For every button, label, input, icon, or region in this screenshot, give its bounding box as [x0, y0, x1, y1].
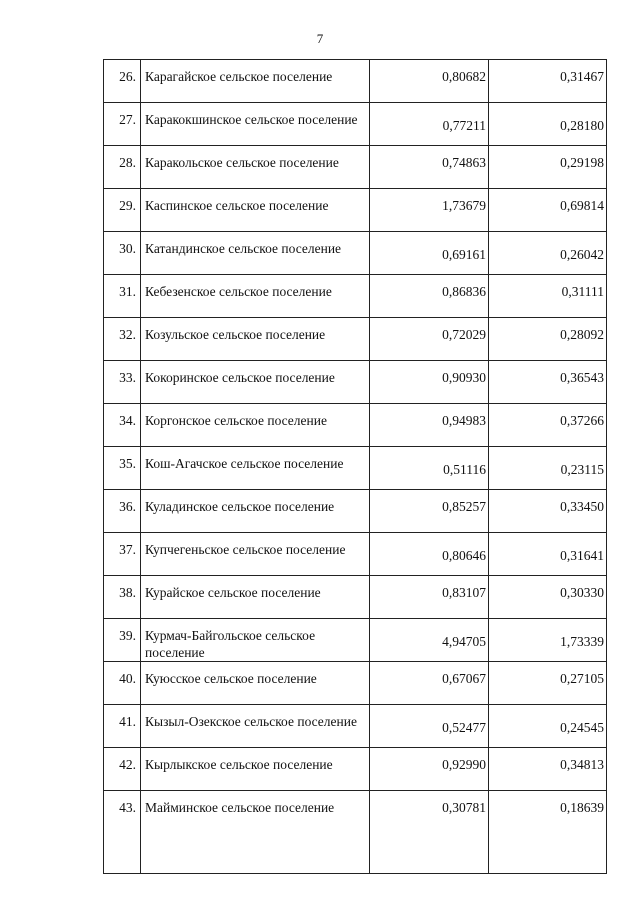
- row-number: 28.: [104, 146, 141, 189]
- settlement-name: Кызыл-Озекское сельское поселение: [141, 705, 370, 748]
- row-number: 27.: [104, 103, 141, 146]
- value-2: 0,33450: [489, 490, 607, 533]
- value-2: 0,26042: [489, 232, 607, 275]
- table-row: [104, 404, 607, 447]
- table-row: [104, 447, 607, 490]
- table-row: [104, 748, 607, 791]
- value-1: 0,77211: [370, 103, 489, 146]
- value-2: 0,36543: [489, 361, 607, 404]
- row-number: 32.: [104, 318, 141, 361]
- settlement-name: Кокоринское сельское поселение: [141, 361, 370, 404]
- row-number: 42.: [104, 748, 141, 791]
- settlement-name: Кырлыкское сельское поселение: [141, 748, 370, 791]
- value-2: 0,31467: [489, 60, 607, 103]
- value-2: 0,28180: [489, 103, 607, 146]
- value-1: 0,74863: [370, 146, 489, 189]
- value-2: 0,31641: [489, 533, 607, 576]
- table-row: [104, 490, 607, 533]
- value-2: 0,23115: [489, 447, 607, 490]
- value-1: 0,86836: [370, 275, 489, 318]
- value-2: 1,73339: [489, 619, 607, 662]
- value-1: 0,80646: [370, 533, 489, 576]
- settlement-name: Купчегеньское сельское поселение: [141, 533, 370, 576]
- row-number: 40.: [104, 662, 141, 705]
- row-number: 34.: [104, 404, 141, 447]
- settlement-name: Курмач-Байгольское сельское поселение: [141, 619, 370, 662]
- table-row: [104, 361, 607, 404]
- table-row: [104, 705, 607, 748]
- value-2: 0,18639: [489, 791, 607, 874]
- table-row: [104, 189, 607, 232]
- table-row: [104, 576, 607, 619]
- value-1: 0,69161: [370, 232, 489, 275]
- value-1: 0,85257: [370, 490, 489, 533]
- settlement-name: Куюсское сельское поселение: [141, 662, 370, 705]
- table-row: [104, 146, 607, 189]
- value-2: 0,27105: [489, 662, 607, 705]
- data-table: [103, 59, 607, 874]
- table-row: [104, 103, 607, 146]
- settlement-name: Катандинское сельское поселение: [141, 232, 370, 275]
- settlement-name: Кош-Агачское сельское поселение: [141, 447, 370, 490]
- settlement-name: Карагайское сельское поселение: [141, 60, 370, 103]
- table-body: [104, 60, 607, 874]
- settlement-name: Каракокшинское сельское поселение: [141, 103, 370, 146]
- row-number: 31.: [104, 275, 141, 318]
- row-number: 39.: [104, 619, 141, 662]
- value-2: 0,31111: [489, 275, 607, 318]
- table-row: [104, 232, 607, 275]
- value-1: 0,90930: [370, 361, 489, 404]
- row-number: 29.: [104, 189, 141, 232]
- value-2: 0,28092: [489, 318, 607, 361]
- table-row: [104, 275, 607, 318]
- settlement-name: Каспинское сельское поселение: [141, 189, 370, 232]
- table-row: [104, 619, 607, 662]
- row-number: 41.: [104, 705, 141, 748]
- table-row: [104, 662, 607, 705]
- table-row: [104, 318, 607, 361]
- value-1: 0,72029: [370, 318, 489, 361]
- value-1: 0,30781: [370, 791, 489, 874]
- value-2: 0,30330: [489, 576, 607, 619]
- row-number: 33.: [104, 361, 141, 404]
- row-number: 43.: [104, 791, 141, 874]
- value-1: 0,92990: [370, 748, 489, 791]
- row-number: 38.: [104, 576, 141, 619]
- value-1: 0,67067: [370, 662, 489, 705]
- value-1: 0,83107: [370, 576, 489, 619]
- row-number: 35.: [104, 447, 141, 490]
- table-row: [104, 60, 607, 103]
- settlement-name: Майминское сельское поселение: [141, 791, 370, 874]
- value-2: 0,37266: [489, 404, 607, 447]
- row-number: 36.: [104, 490, 141, 533]
- settlement-name: Кебезенское сельское поселение: [141, 275, 370, 318]
- settlement-name: Козульское сельское поселение: [141, 318, 370, 361]
- value-2: 0,69814: [489, 189, 607, 232]
- settlement-name: Коргонское сельское поселение: [141, 404, 370, 447]
- settlement-name: Куладинское сельское поселение: [141, 490, 370, 533]
- row-number: 37.: [104, 533, 141, 576]
- value-1: 0,94983: [370, 404, 489, 447]
- table-row: [104, 791, 607, 874]
- value-1: 0,80682: [370, 60, 489, 103]
- value-2: 0,29198: [489, 146, 607, 189]
- value-1: 4,94705: [370, 619, 489, 662]
- settlement-name: Каракольское сельское поселение: [141, 146, 370, 189]
- table-row: [104, 533, 607, 576]
- settlement-name: Курайское сельское поселение: [141, 576, 370, 619]
- row-number: 30.: [104, 232, 141, 275]
- value-1: 0,51116: [370, 447, 489, 490]
- value-2: 0,34813: [489, 748, 607, 791]
- value-2: 0,24545: [489, 705, 607, 748]
- page-number: 7: [316, 31, 324, 46]
- value-1: 0,52477: [370, 705, 489, 748]
- value-1: 1,73679: [370, 189, 489, 232]
- row-number: 26.: [104, 60, 141, 103]
